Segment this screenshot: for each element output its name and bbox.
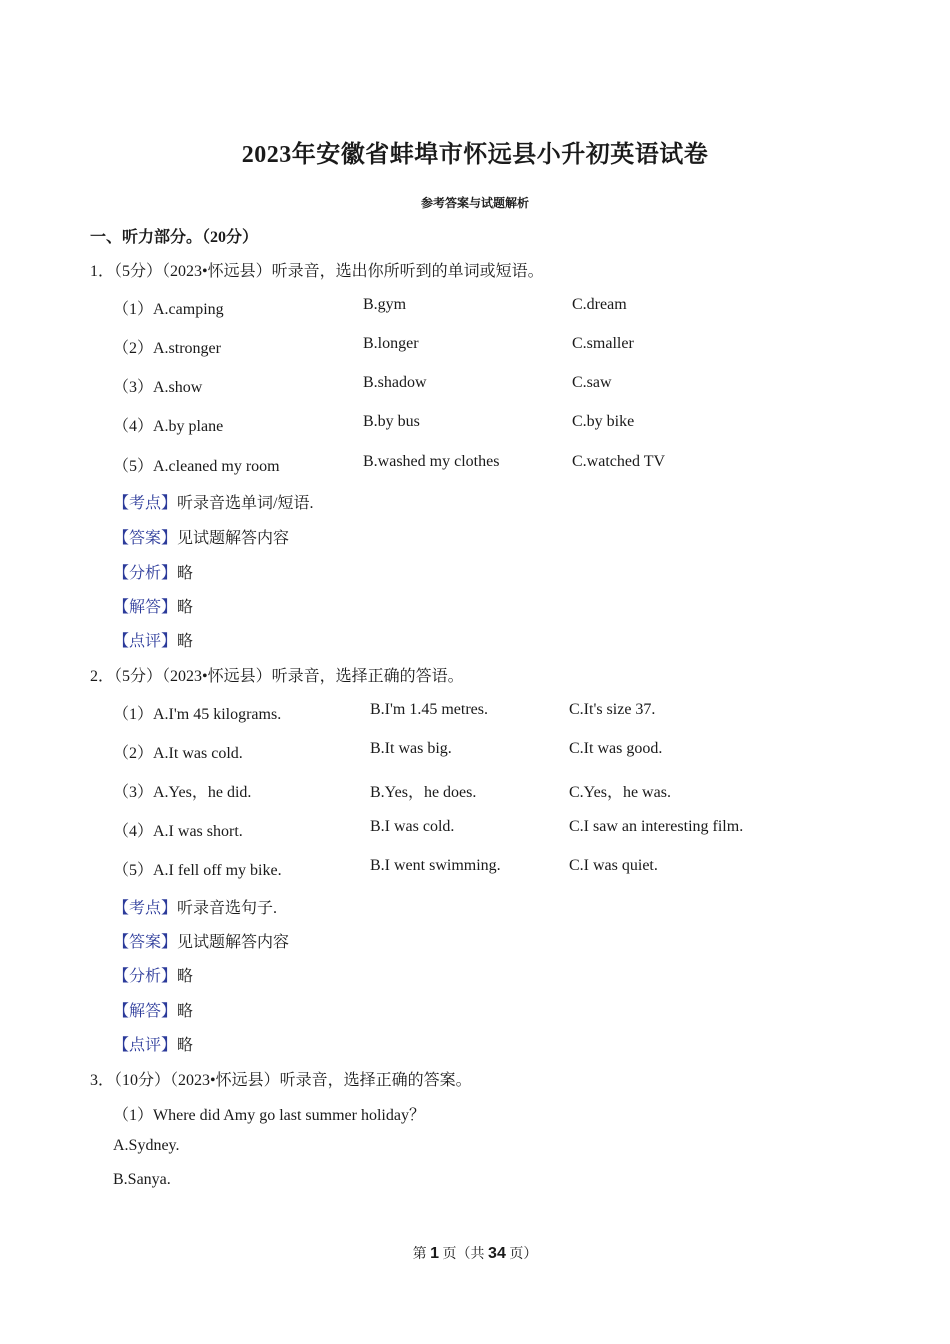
- q2-row4-option-c: C.I saw an interesting film.: [569, 818, 744, 835]
- q2-fenxi: [113, 963, 193, 986]
- q1-dianping: [113, 628, 193, 651]
- footer-middle: 页（共: [442, 1247, 485, 1262]
- q1-row3-option-a: （3）A.show: [113, 379, 203, 396]
- jieda-text: 略: [177, 599, 194, 616]
- fenxi-text: 略: [177, 968, 194, 985]
- q1-row1-option-c: C.dream: [572, 296, 627, 313]
- q3-sub1-question: （1）Where did Amy go last summer holiday？: [113, 1107, 425, 1124]
- q1-row2-option-a: （2）A.stronger: [113, 340, 221, 357]
- daan-label: 【答案】: [113, 530, 178, 547]
- q2-row1-option-b: B.I'm 1.45 metres.: [370, 701, 488, 718]
- q1-kaodian: [113, 490, 313, 513]
- q2-daan: [113, 929, 289, 952]
- q2-kaodian: [113, 895, 277, 918]
- q1-row5-option-c: C.watched TV: [572, 453, 666, 470]
- kaodian-text: 听录音选句子.: [177, 900, 278, 917]
- q2-row3-option-b: B.Yes，he does.: [370, 784, 477, 801]
- kaodian-label: 【考点】: [113, 900, 178, 917]
- dianping-text: 略: [177, 633, 194, 650]
- dianping-text: 略: [177, 1037, 194, 1054]
- q1-row5-option-b: B.washed my clothes: [363, 453, 500, 470]
- fenxi-label: 【分析】: [113, 968, 178, 985]
- q1-fenxi: [113, 560, 193, 583]
- page-footer: [0, 1243, 950, 1263]
- daan-label: 【答案】: [113, 934, 178, 951]
- q2-row5-option-b: B.I went swimming.: [370, 857, 501, 874]
- q3-sub1-option-b: B.Sanya.: [113, 1171, 171, 1188]
- q1-row2-option-c: C.smaller: [572, 335, 634, 352]
- question-2-head: 2．（5分）（2023•怀远县）听录音，选择正确的答语。: [90, 668, 464, 685]
- q1-jieda: [113, 594, 193, 617]
- q2-row5-option-c: C.I was quiet.: [569, 857, 658, 874]
- q2-row2-option-a: （2）A.It was cold.: [113, 745, 243, 762]
- q2-row4-option-b: B.I was cold.: [370, 818, 455, 835]
- q1-row4-option-b: B.by bus: [363, 413, 420, 430]
- footer-suffix: 页）: [509, 1247, 538, 1262]
- footer-total-pages: 34: [488, 1245, 506, 1262]
- q1-daan: [113, 525, 289, 548]
- q1-row3-option-b: B.shadow: [363, 374, 427, 391]
- q2-row1-option-a: （1）A.I'm 45 kilograms.: [113, 706, 282, 723]
- q1-row4-option-c: C.by bike: [572, 413, 635, 430]
- q2-dianping: [113, 1032, 193, 1055]
- dianping-label: 【点评】: [113, 633, 178, 650]
- daan-text: 见试题解答内容: [177, 530, 290, 547]
- jieda-label: 【解答】: [113, 1003, 178, 1020]
- q2-row3-option-a: （3）A.Yes，he did.: [113, 784, 252, 801]
- q1-row1-option-a: （1）A.camping: [113, 301, 224, 318]
- q2-jieda: [113, 998, 193, 1021]
- jieda-label: 【解答】: [113, 599, 178, 616]
- q2-row2-option-b: B.It was big.: [370, 740, 452, 757]
- daan-text: 见试题解答内容: [177, 934, 290, 951]
- q1-row2-option-b: B.longer: [363, 335, 419, 352]
- q1-row5-option-a: （5）A.cleaned my room: [113, 458, 280, 475]
- q3-sub1-option-a: A.Sydney.: [113, 1137, 180, 1154]
- q2-row1-option-c: C.It's size 37.: [569, 701, 656, 718]
- q2-row5-option-a: （5）A.I fell off my bike.: [113, 862, 282, 879]
- kaodian-text: 听录音选单词/短语.: [177, 495, 314, 512]
- footer-prefix: 第: [412, 1247, 427, 1262]
- q2-row2-option-c: C.It was good.: [569, 740, 663, 757]
- dianping-label: 【点评】: [113, 1037, 178, 1054]
- q1-row4-option-a: （4）A.by plane: [113, 418, 224, 435]
- page-subtitle: 参考答案与试题解析: [420, 196, 529, 210]
- fenxi-label: 【分析】: [113, 565, 178, 582]
- fenxi-text: 略: [177, 565, 194, 582]
- q2-row4-option-a: （4）A.I was short.: [113, 823, 243, 840]
- page-title: 2023年安徽省蚌埠市怀远县小升初英语试卷: [241, 142, 709, 168]
- question-3-head: 3．（10分）（2023•怀远县）听录音，选择正确的答案。: [90, 1072, 472, 1089]
- jieda-text: 略: [177, 1003, 194, 1020]
- question-1-head: 1．（5分）（2023•怀远县）听录音，选出你所听到的单词或短语。: [90, 263, 544, 280]
- q2-row3-option-c: C.Yes，he was.: [569, 784, 671, 801]
- section-heading: 一、听力部分。（20分）: [90, 229, 259, 246]
- q1-row1-option-b: B.gym: [363, 296, 407, 313]
- kaodian-label: 【考点】: [113, 495, 178, 512]
- footer-page-number: 1: [430, 1245, 440, 1262]
- q1-row3-option-c: C.saw: [572, 374, 612, 391]
